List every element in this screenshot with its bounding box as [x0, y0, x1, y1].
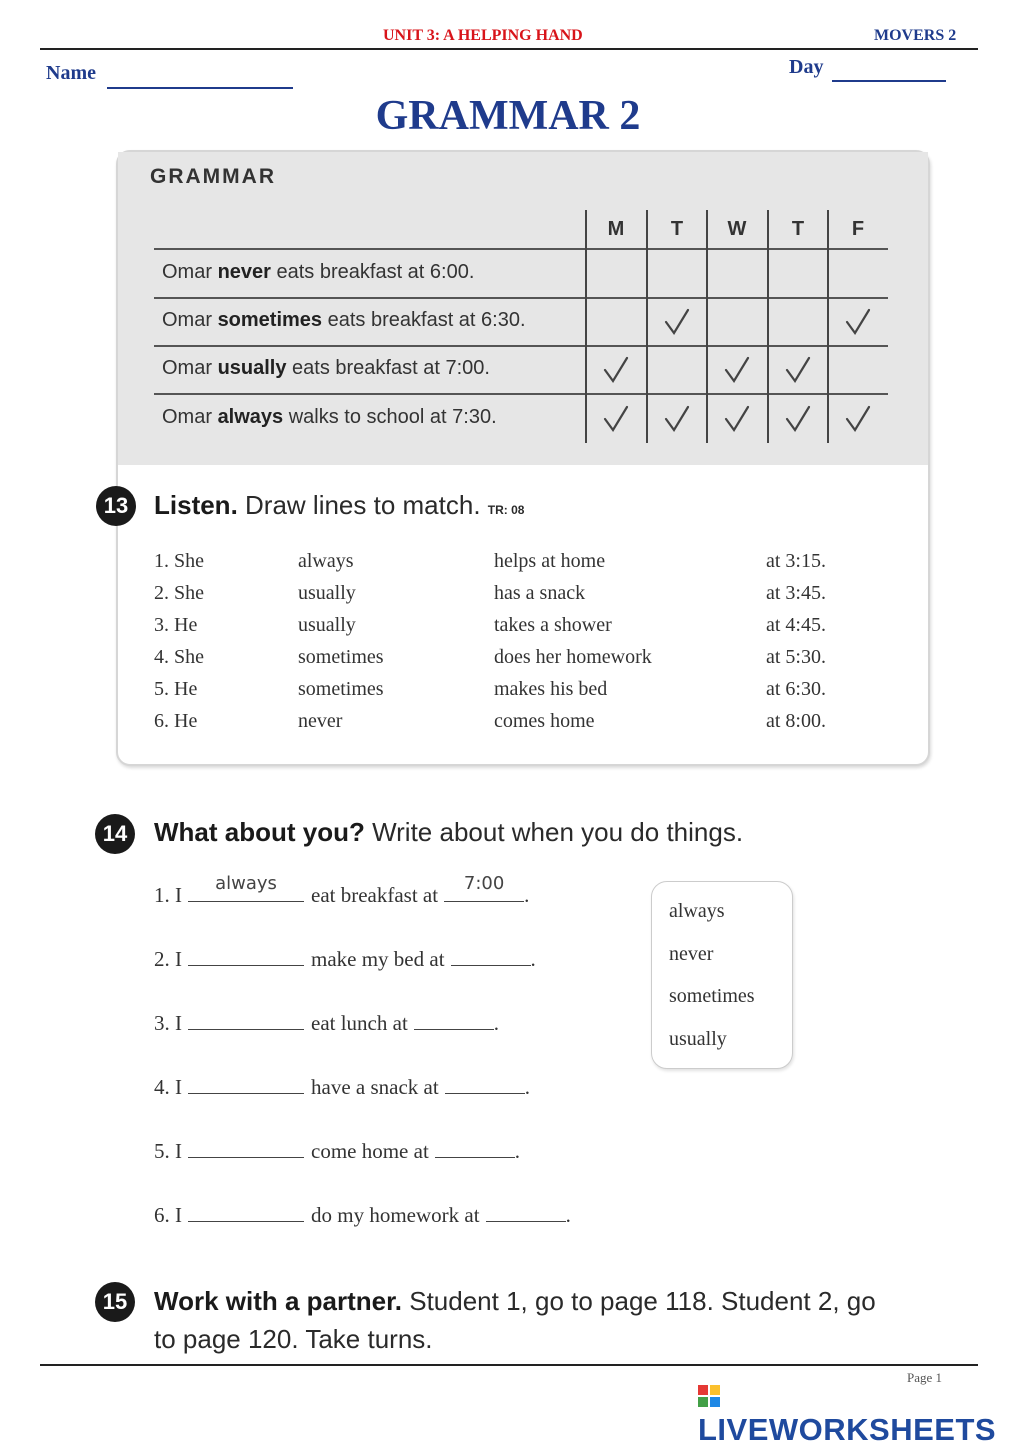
match-adverb[interactable]: usually	[298, 582, 356, 604]
match-time: at 8:00.	[766, 710, 826, 732]
row-prefix: 1. I	[154, 883, 182, 907]
match-time: at 3:45.	[766, 582, 826, 604]
row-activity: come home at	[311, 1139, 429, 1163]
header-divider	[40, 48, 978, 50]
table-rule	[154, 248, 888, 250]
day-header: W	[727, 218, 747, 240]
time-blank[interactable]	[435, 1137, 515, 1158]
time-blank[interactable]	[445, 1073, 525, 1094]
logo-square	[710, 1385, 720, 1395]
liveworksheets-logo[interactable]	[698, 1376, 1000, 1448]
match-activity[interactable]: comes home	[494, 710, 595, 732]
row-activity: make my bed at	[311, 947, 445, 971]
write-row	[154, 1137, 520, 1164]
match-time: at 6:30.	[766, 678, 826, 700]
checkmark-icon	[778, 353, 818, 387]
row-period: .	[493, 1011, 500, 1035]
match-adverb[interactable]: always	[298, 550, 354, 572]
match-subject: 2. She	[154, 582, 204, 604]
grammar-box	[103, 150, 930, 766]
day-header: T	[670, 218, 684, 240]
time-answer: 7:00	[463, 873, 505, 894]
row-period: .	[530, 947, 536, 971]
day-label: Day	[789, 56, 824, 78]
page-number: Page 1	[907, 1370, 943, 1385]
name-label: Name	[46, 62, 96, 84]
row-prefix: 3. I	[154, 1011, 182, 1035]
logo-square	[710, 1397, 720, 1407]
write-row	[154, 1073, 530, 1100]
exercise-15-instruction: Work with a partner. Student 1, go to page 118. Student 2, go	[154, 1286, 876, 1316]
checkmark-icon	[838, 305, 878, 339]
adverb-blank[interactable]	[188, 1137, 304, 1158]
checkmark-icon	[596, 353, 636, 387]
match-activity[interactable]: helps at home	[494, 550, 606, 572]
table-rule	[154, 345, 888, 347]
exercise-13-instruction: Listen. Draw lines to match. TR: 08	[154, 490, 525, 520]
grammar-sentence: Omar never eats breakfast at 6:00.	[162, 261, 475, 283]
word-bank-item: sometimes	[669, 985, 755, 1007]
day-field[interactable]	[832, 80, 946, 82]
grammar-sentence: Omar sometimes eats breakfast at 6:30.	[162, 309, 526, 331]
match-subject: 5. He	[154, 678, 198, 700]
row-period: .	[524, 883, 530, 907]
table-rule	[767, 210, 769, 443]
write-row	[154, 1009, 499, 1036]
row-activity: do my homework at	[311, 1203, 480, 1227]
checkmark-icon	[717, 353, 757, 387]
exercise-number-13: 13	[96, 486, 136, 526]
match-activity[interactable]: has a snack	[494, 582, 586, 604]
page-title: GRAMMAR 2	[375, 93, 641, 139]
table-rule	[646, 210, 648, 443]
checkmark-icon	[657, 402, 697, 436]
grammar-sentence: Omar always walks to school at 7:30.	[162, 406, 497, 428]
row-prefix: 5. I	[154, 1139, 182, 1163]
time-blank[interactable]	[444, 873, 524, 902]
adverb-blank[interactable]	[188, 1009, 304, 1030]
grammar-sentence: Omar usually eats breakfast at 7:00.	[162, 357, 490, 379]
word-bank	[651, 881, 793, 1069]
table-rule	[827, 210, 829, 443]
logo-square	[698, 1397, 708, 1407]
logo-square	[698, 1385, 708, 1395]
write-row	[154, 945, 536, 972]
table-rule	[154, 393, 888, 395]
table-rule	[706, 210, 708, 443]
exercise-number-15: 15	[95, 1282, 135, 1322]
table-rule	[585, 210, 587, 443]
checkmark-icon	[717, 402, 757, 436]
word-bank-item: usually	[669, 1028, 727, 1050]
time-blank[interactable]	[451, 945, 531, 966]
row-period: .	[565, 1203, 571, 1227]
match-adverb[interactable]: usually	[298, 614, 356, 636]
exercise-number-14: 14	[95, 814, 135, 854]
match-activity[interactable]: takes a shower	[494, 614, 612, 636]
checkmark-icon	[657, 305, 697, 339]
word-bank-item: always	[669, 900, 725, 922]
level-label: MOVERS 2	[874, 27, 957, 44]
match-subject: 6. He	[154, 710, 198, 732]
match-time: at 4:45.	[766, 614, 826, 636]
match-subject: 4. She	[154, 646, 204, 668]
row-prefix: 4. I	[154, 1075, 182, 1099]
row-activity: eat breakfast at	[311, 883, 439, 907]
track-label: TR: 08	[487, 503, 525, 517]
table-rule	[154, 297, 888, 299]
row-period: .	[514, 1139, 521, 1163]
match-adverb[interactable]: sometimes	[298, 678, 384, 700]
row-prefix: 6. I	[154, 1203, 182, 1227]
grammar-heading: GRAMMAR	[150, 165, 276, 188]
time-blank[interactable]	[486, 1201, 566, 1222]
checkmark-icon	[596, 402, 636, 436]
name-field[interactable]	[107, 87, 293, 89]
adverb-blank[interactable]	[188, 1073, 304, 1094]
checkmark-icon	[778, 402, 818, 436]
time-blank[interactable]	[414, 1009, 494, 1030]
match-adverb[interactable]: sometimes	[298, 646, 384, 668]
day-header: M	[607, 218, 625, 240]
row-activity: have a snack at	[311, 1075, 439, 1099]
unit-label: UNIT 3: A HELPING HAND	[383, 27, 583, 44]
exercise-15-instruction-line2: to page 120. Take turns.	[154, 1324, 433, 1354]
footer-divider	[40, 1364, 978, 1366]
match-activity[interactable]: does her homework	[494, 646, 652, 668]
match-activity[interactable]: makes his bed	[494, 678, 608, 700]
row-activity: eat lunch at	[311, 1011, 408, 1035]
word-bank-item: never	[669, 943, 714, 965]
match-time: at 3:15.	[766, 550, 826, 572]
adverb-blank[interactable]	[188, 945, 304, 966]
match-subject: 1. She	[154, 550, 204, 572]
row-period: .	[524, 1075, 530, 1099]
liveworksheets-logo-text: LIVEWORKSHEETS	[698, 1412, 997, 1447]
write-row	[154, 873, 530, 908]
day-header: T	[791, 218, 805, 240]
write-row	[154, 1201, 571, 1228]
day-header: F	[851, 218, 865, 240]
liveworksheets-icon	[698, 1385, 720, 1407]
match-adverb[interactable]: never	[298, 710, 343, 732]
checkmark-icon	[838, 402, 878, 436]
exercise-14-instruction: What about you? Write about when you do things.	[154, 817, 744, 847]
adverb-blank[interactable]	[188, 1201, 304, 1222]
row-prefix: 2. I	[154, 947, 182, 971]
adverb-answer: always	[215, 873, 277, 894]
match-subject: 3. He	[154, 614, 198, 636]
adverb-blank[interactable]	[188, 873, 304, 902]
match-time: at 5:30.	[766, 646, 826, 668]
